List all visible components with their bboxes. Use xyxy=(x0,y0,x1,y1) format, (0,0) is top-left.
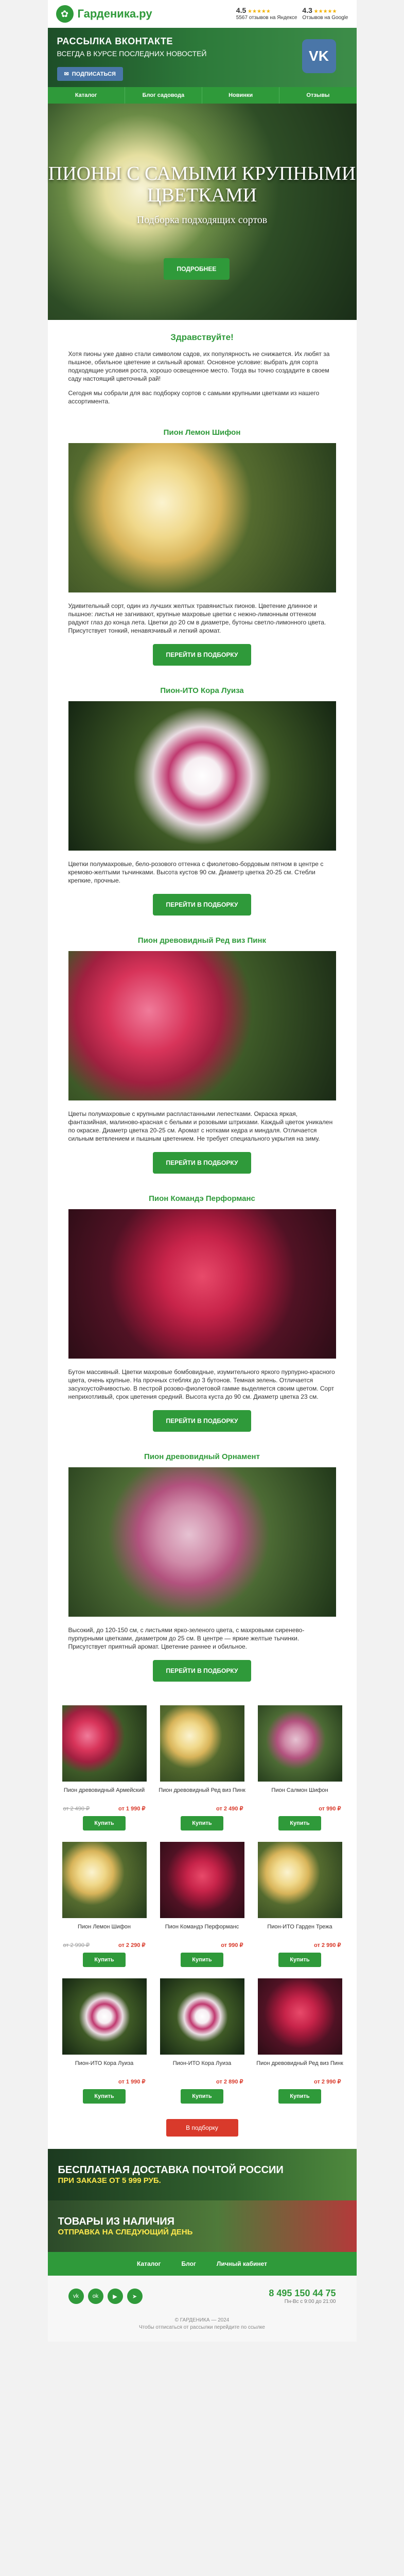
greeting-text: Хотя пионы уже давно стали символом садов, их популярность не снижается. Их любят за пышное, обильное цветение и сильный аромат. Основное условие: выбрать для сорта подходящие условия роста, хорошо освещенное место. Тогда вы точно создадите в своем саду настоящий цветочный рай! xyxy=(68,350,330,382)
promo-subtitle: ПРИ ЗАКАЗЕ ОТ 5 999 РУБ. xyxy=(58,2176,161,2185)
flower-icon: ✿ xyxy=(56,5,74,23)
peony-photo[interactable] xyxy=(68,701,336,851)
vk-subscribe-label: ПОДПИСАТЬСЯ xyxy=(72,71,116,77)
promo-title: БЕСПЛАТНАЯ ДОСТАВКА ПОЧТОЙ РОССИИ xyxy=(58,2164,284,2176)
youtube-icon[interactable]: ▶ xyxy=(108,2289,123,2304)
promo-title: ТОВАРЫ ИЗ НАЛИЧИЯ xyxy=(58,2216,174,2227)
section-command-performance xyxy=(48,1194,357,1441)
star-icon: ★★★★★ xyxy=(248,8,271,14)
product-card xyxy=(60,1978,149,2104)
vk-banner-title: РАССЫЛКА ВКОНТАКТЕ xyxy=(57,36,173,46)
product-image[interactable] xyxy=(62,1705,147,1782)
footer xyxy=(48,2276,357,2317)
product-name[interactable]: Пион древовидный Армейский xyxy=(63,1787,145,1793)
main-nav xyxy=(48,87,357,104)
buy-button[interactable]: Купить xyxy=(181,1816,223,1831)
product-name[interactable]: Пион Лемон Шифон xyxy=(78,1924,131,1930)
price: от 2 290 ₽ xyxy=(118,1942,146,1948)
unsubscribe-link[interactable]: Чтобы отписаться от рассылки перейдите по ссылке xyxy=(139,2325,265,2330)
buy-button[interactable]: Купить xyxy=(83,2089,125,2104)
product-image[interactable] xyxy=(258,1705,342,1782)
email-container xyxy=(48,0,357,2342)
greeting xyxy=(48,320,357,417)
product-name[interactable]: Пион древовидный Ред виз Пинк xyxy=(159,1787,245,1793)
section-cora-louise xyxy=(48,686,357,925)
section-button[interactable]: ПЕРЕЙТИ В ПОДБОРКУ xyxy=(153,644,252,666)
product-image[interactable] xyxy=(160,1705,244,1782)
section-text: Цветки полумахровые, бело-розового оттенка с фиолетово-бордовым пятном в центре с кремово-желтыми тычинками. Высота кустов 90 см. Диаметр цветка 20-25 см. Стебли крепкие, прочные. xyxy=(68,860,324,884)
section-text: Удивительный сорт, один из лучших желтых травянистых пионов. Цветение длинное и пышное: листья не загнивают, крупные махровые цветки с нежно-лимонным оттенком радуют глаз до конца лета. Цветки до 20 см в диаметре, бутоны светло-лимонного цвета. Присутствует тонкий, ненавязчивый и легкий аромат. xyxy=(68,602,326,634)
section-text: Цветы полумахровые с крупными распластанными лепестками. Окраска яркая, фантазийная, малиново-красная с белыми и розовыми штрихами. Каждый цветок уникален по окраске. Диаметр цветка 20-25 см. Аромат с нотками кедра и миндаля. Отличается сильным ветвлением и пышным цветением. Не требует специального укрытия на зиму. xyxy=(68,1110,333,1142)
price: от 2 890 ₽ xyxy=(216,2079,243,2085)
product-name[interactable]: Пион Салмон Шифон xyxy=(271,1787,328,1793)
section-text: Высокий, до 120-150 см, с листьями ярко-зеленого цвета, с махровыми сиренево-пурпурными цветками, диаметром до 25 см. В центре — яркие желтые тычинки. Присутствует приятный аромат. Цветение раннее и обильное. xyxy=(68,1626,305,1650)
vk-icon: ✉ xyxy=(64,71,69,77)
copyright-text: © ГАРДЕНИКА — 2024 xyxy=(174,2317,230,2323)
product-image[interactable] xyxy=(160,1842,244,1918)
product-card xyxy=(60,1705,149,1831)
section-button[interactable]: ПЕРЕЙТИ В ПОДБОРКУ xyxy=(153,1410,252,1432)
footer-link-catalog[interactable]: Каталог xyxy=(136,2260,161,2267)
product-image[interactable] xyxy=(62,1978,147,2055)
greeting-title: Здравствуйте! xyxy=(170,332,234,342)
hero-subtitle: Подборка подходящих сортов xyxy=(136,214,268,226)
vk-icon[interactable]: vk xyxy=(68,2289,84,2304)
nav-reviews[interactable]: Отзывы xyxy=(306,92,330,98)
product-card xyxy=(158,1842,247,1967)
peony-photo[interactable] xyxy=(68,951,336,1100)
section-title: Пион древовидный Орнамент xyxy=(144,1452,260,1461)
rating-yandex[interactable] xyxy=(236,7,297,21)
nav-blog[interactable]: Блог садовода xyxy=(125,87,202,104)
buy-button[interactable]: Купить xyxy=(83,1953,125,1967)
price: от 1 990 ₽ xyxy=(118,2079,146,2085)
buy-button[interactable]: Купить xyxy=(278,1816,321,1831)
more-button[interactable]: В подборку xyxy=(166,2119,238,2137)
section-button[interactable]: ПЕРЕЙТИ В ПОДБОРКУ xyxy=(153,894,252,916)
star-icon: ★★★★★ xyxy=(313,8,337,14)
copyright xyxy=(48,2317,357,2342)
vk-subscribe-button[interactable] xyxy=(57,67,123,81)
telegram-icon[interactable]: ➤ xyxy=(127,2289,143,2304)
product-image[interactable] xyxy=(258,1842,342,1918)
price: от 1 990 ₽ xyxy=(118,1806,146,1812)
section-title: Пион-ИТО Кора Луиза xyxy=(160,686,244,695)
buy-button[interactable]: Купить xyxy=(278,2089,321,2104)
rating-google[interactable] xyxy=(302,7,348,21)
vk-banner[interactable] xyxy=(48,28,357,87)
logo-text: Гарденика.ру xyxy=(77,7,152,20)
footer-nav xyxy=(48,2252,357,2276)
section-ornament xyxy=(48,1452,357,1691)
old-price: от 2 990 ₽ xyxy=(63,1942,90,1948)
old-price: от 2 490 ₽ xyxy=(63,1806,90,1812)
product-card xyxy=(60,1842,149,1967)
promo-delivery[interactable] xyxy=(48,2149,357,2200)
product-card xyxy=(256,1842,344,1967)
social-links xyxy=(68,2289,143,2304)
product-image[interactable] xyxy=(62,1842,147,1918)
section-title: Пион Командэ Перформанс xyxy=(149,1194,255,1203)
product-card xyxy=(256,1705,344,1831)
promo-in-stock[interactable] xyxy=(48,2200,357,2252)
odnoklassniki-icon[interactable]: ok xyxy=(88,2289,103,2304)
rating-score: 4.3 xyxy=(302,6,312,14)
footer-link-blog[interactable]: Блог xyxy=(181,2260,196,2267)
section-title: Пион Лемон Шифон xyxy=(163,428,241,437)
buy-button[interactable]: Купить xyxy=(181,1953,223,1967)
buy-button[interactable]: Купить xyxy=(83,1816,125,1831)
section-lemon-chiffon xyxy=(48,428,357,675)
promo-subtitle: ОТПРАВКА НА СЛЕДУЮЩИЙ ДЕНЬ xyxy=(58,2228,193,2236)
product-name[interactable]: Пион-ИТО Кора Луиза xyxy=(75,2060,134,2066)
price: от 990 ₽ xyxy=(221,1942,243,1948)
section-button[interactable]: ПЕРЕЙТИ В ПОДБОРКУ xyxy=(153,1660,252,1682)
section-red-with-pink xyxy=(48,936,357,1183)
hero-more-button[interactable]: ПОДРОБНЕЕ xyxy=(164,258,230,280)
hero-title: ПИОНЫ С САМЫМИ КРУПНЫМИ ЦВЕТКАМИ xyxy=(48,163,356,206)
product-name[interactable]: Пион-ИТО Кора Луиза xyxy=(172,2060,232,2066)
rating-score: 4.5 xyxy=(236,6,247,14)
vk-logo-icon: VK xyxy=(302,39,336,73)
greeting-text: Сегодня мы собрали для вас подборку сортов с самыми крупными цветками из нашего ассортимента. xyxy=(68,389,320,405)
header xyxy=(48,0,357,28)
product-grid xyxy=(48,1691,357,2109)
product-card xyxy=(158,1978,247,2104)
logo[interactable] xyxy=(56,5,152,23)
product-name[interactable]: Пион древовидный Ред виз Пинк xyxy=(256,2060,343,2066)
product-image[interactable] xyxy=(160,1978,244,2055)
product-name[interactable]: Пион Командэ Перформанс xyxy=(165,1924,239,1930)
section-text: Бутон массивный. Цветки махровые бомбовидные, изумительного яркого пурпурно-красного цвета, очень крупные. На прочных стеблях до 3 бутонов. Темная зелень. Отличается засухоустойчивостью. В пестрой розово-фиолетовой гамме выделяется своим цветом. Сорт неприхотливый, срок цветения средний. Высота куста до 90 см. Диаметр цветка 23 см. xyxy=(68,1368,335,1400)
phone-number[interactable]: 8 495 150 44 75 xyxy=(269,2288,336,2298)
hero-banner xyxy=(48,104,357,320)
peony-photo[interactable] xyxy=(68,1467,336,1617)
buy-button[interactable]: Купить xyxy=(181,2089,223,2104)
price: от 990 ₽ xyxy=(319,1806,341,1812)
section-button[interactable]: ПЕРЕЙТИ В ПОДБОРКУ xyxy=(153,1152,252,1174)
buy-button[interactable]: Купить xyxy=(278,1953,321,1967)
price: от 2 990 ₽ xyxy=(314,1942,341,1948)
product-name[interactable]: Пион-ИТО Гарден Трежа xyxy=(267,1924,332,1930)
price: от 2 490 ₽ xyxy=(216,1806,243,1812)
vk-banner-subtitle: ВСЕГДА В КУРСЕ ПОСЛЕДНИХ НОВОСТЕЙ xyxy=(57,49,207,58)
section-title: Пион древовидный Ред виз Пинк xyxy=(137,936,267,945)
rating-label: 5567 отзывов на Яндексе xyxy=(236,14,297,21)
nav-new[interactable]: Новинки xyxy=(202,87,279,104)
product-card xyxy=(256,1978,344,2104)
peony-photo[interactable] xyxy=(68,1209,336,1359)
footer-link-account[interactable]: Личный кабинет xyxy=(216,2260,267,2267)
peony-photo[interactable] xyxy=(68,443,336,592)
contact xyxy=(269,2288,336,2304)
rating-label: Отзывов на Google xyxy=(302,14,348,21)
product-image[interactable] xyxy=(258,1978,342,2055)
price: от 2 990 ₽ xyxy=(314,2079,341,2085)
nav-catalog[interactable]: Каталог xyxy=(48,87,125,104)
working-hours: Пн-Вс с 9:00 до 21:00 xyxy=(284,2299,336,2304)
product-card xyxy=(158,1705,247,1831)
ratings xyxy=(236,7,348,21)
